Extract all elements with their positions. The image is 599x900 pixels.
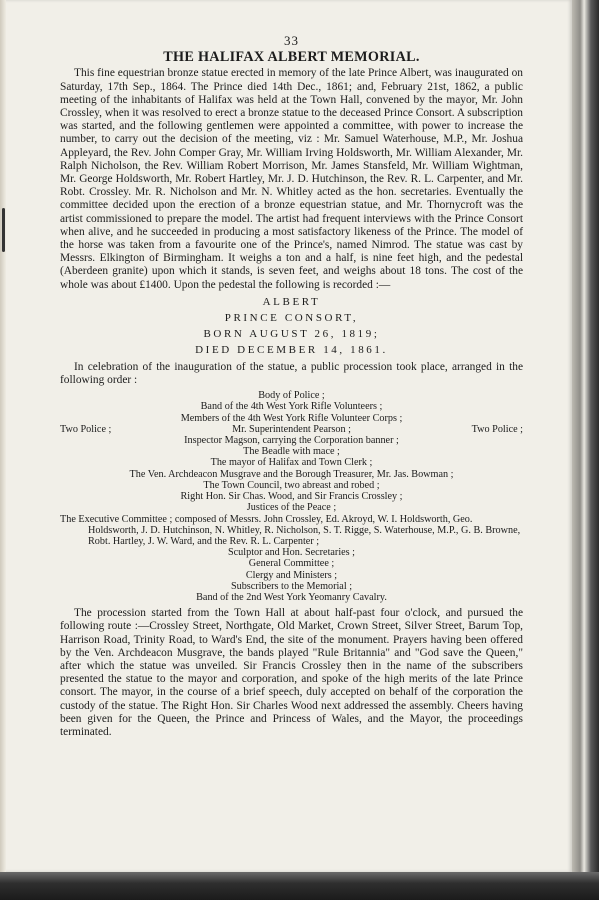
procession-line: Justices of the Peace ; [246, 502, 337, 514]
procession-row-police [60, 424, 523, 435]
page-edge-right [572, 0, 599, 900]
procession-line: Right Hon. Sir Chas. Wood, and Sir Francis Crossley ; [180, 491, 403, 503]
procession-line: The Town Council, two abreast and robed ; [203, 479, 380, 491]
pedestal-inscription [60, 294, 523, 358]
procession-line: Sculptor and Hon. Secretaries ; [227, 547, 356, 559]
two-police-left: Two Police ; [60, 423, 112, 435]
page-spine [0, 0, 6, 900]
two-police-right: Two Police ; [471, 423, 523, 435]
procession-line: The mayor of Halifax and Town Clerk ; [210, 457, 373, 469]
procession-line: Band of the 4th West York Rifle Volunteers ; [200, 401, 383, 413]
procession-line: Inspector Magson, carrying the Corporation banner ; [184, 435, 399, 447]
intro-paragraph: This fine equestrian bronze statue erected in memory of the late Prince Albert, was inaugurated on Saturday, 17th Sep., 1864. The Prince died 14th Dec., 1861; and, February 21st, 1862, a public meeting of the inhabitants of Halifax was held at the Town Hall, convened by the mayor, Mr. John Crossley, when it was resolved to erect a bronze statue to the deceased Prince Consort. A subscription was started, and the following gentlemen were appointed a committee, with power to increase the number, to carry out the decision of the meeting, viz : Mr. Samuel Waterhouse, M.P., Mr. Joshua Appleyard, the Rev. John Comper Gray, Mr. William Irving Holdsworth, Mr. William Alexander, Mr. Ralph Nicholson, the Rev. William Robert Morrison, Mr. James Stansfeld, Mr. William Wightman, Mr. George Holdsworth, Mr. Robert Hartley, Mr. J. D. Hutchinson, the Rev. R. L. Carpenter, and Mr. Robt. Crossley. Mr. R. Nicholson and Mr. N. Whitley acted as the hon. secretaries. Eventually the committee decided upon the erection of a bronze equestrian statue, and Mr. Thornycroft was the artist commissioned to prepare the model. The artist had frequent interviews with the Prince Consort when alive, and he succeeded in producing a most satisfactory likeness of the Prince. The model of the horse was taken from a favourite one of the Prince's, named Nimrod. The statue was cast by Messrs. Elkington of Birmingham. It weighs a ton and a half, is nine feet high, and the pedestal (Aberdeen granite) upon which it stands, is seven feet, and weighs about 18 tons. The cost of the whole was about £1400. Upon the pedestal the following is recorded :— [60, 67, 523, 291]
procession-line: Members of the 4th West York Rifle Volunteer Corps ; [180, 412, 403, 424]
gutter-mark [2, 208, 5, 252]
procession-line: Subscribers to the Memorial ; [230, 580, 353, 592]
inscription-line: DIED DECEMBER 14, 1861. [195, 343, 388, 356]
procession-intro-paragraph: In celebration of the inauguration of the statue, a public procession took place, arranged in the following order : [60, 360, 523, 387]
procession-line: The Executive Committee ; composed of Messrs. John Crossley, Ed. Akroyd, W. I. Holdsworth, Geo. Holdsworth, J. D. Hutchinson, N. Whitley, R. Nicholson, S. T. Rigge, S. Waterhouse, M.P., G. B. Browne, Robt. Hartley, J. W. Ward, and the Rev. R. L. Carpenter ; [60, 513, 521, 547]
page-edge-bottom [0, 872, 599, 900]
procession-line: Body of Police ; [258, 390, 325, 402]
procession-line: The Ven. Archdeacon Musgrave and the Borough Treasurer, Mr. Jas. Bowman ; [129, 468, 454, 480]
procession-line: Mr. Superintendent Pearson ; [232, 423, 351, 435]
procession-line: The Beadle with mace ; [243, 446, 340, 458]
inscription-line: BORN AUGUST 26, 1819; [203, 327, 380, 340]
route-paragraph: The procession started from the Town Hall at about half-past four o'clock, and pursued the following route :—Crossley Street, Northgate, Old Market, Crown Street, Silver Street, Barum Top, Harrison Road, Trinity Road, to Ward's End, the site of the monument. Prayers having been offered by the Ven. Archdeacon Musgrave, the bands played "Rule Britannia" and "God save the Queen," after which the statue was unveiled. Sir Francis Crossley then in the name of the subscribers presented the statue to the mayor and corporation, and spoke of the high merits of the late Prince consort. The mayor, in the course of a brief speech, duly accepted on behalf of the corporation the custody of the statue. The Right Hon. Sir Charles Wood next addressed the assembly. Cheers having been given for the Queen, the Prince and Princess of Wales, and the Mayor, the proceedings terminated. [60, 607, 523, 738]
inscription-line: ALBERT [262, 295, 321, 308]
page-title: THE HALIFAX ALBERT MEMORIAL. [163, 49, 420, 66]
procession-line: General Committee ; [248, 558, 335, 570]
inscription-line: PRINCE CONSORT, [224, 311, 359, 324]
page-number: 33 [284, 33, 299, 48]
procession-line: Band of the 2nd West York Yeomanry Cavalry. [196, 591, 387, 603]
procession-line: Clergy and Ministers ; [245, 569, 338, 581]
procession-order [60, 390, 523, 603]
page-content [60, 34, 523, 739]
